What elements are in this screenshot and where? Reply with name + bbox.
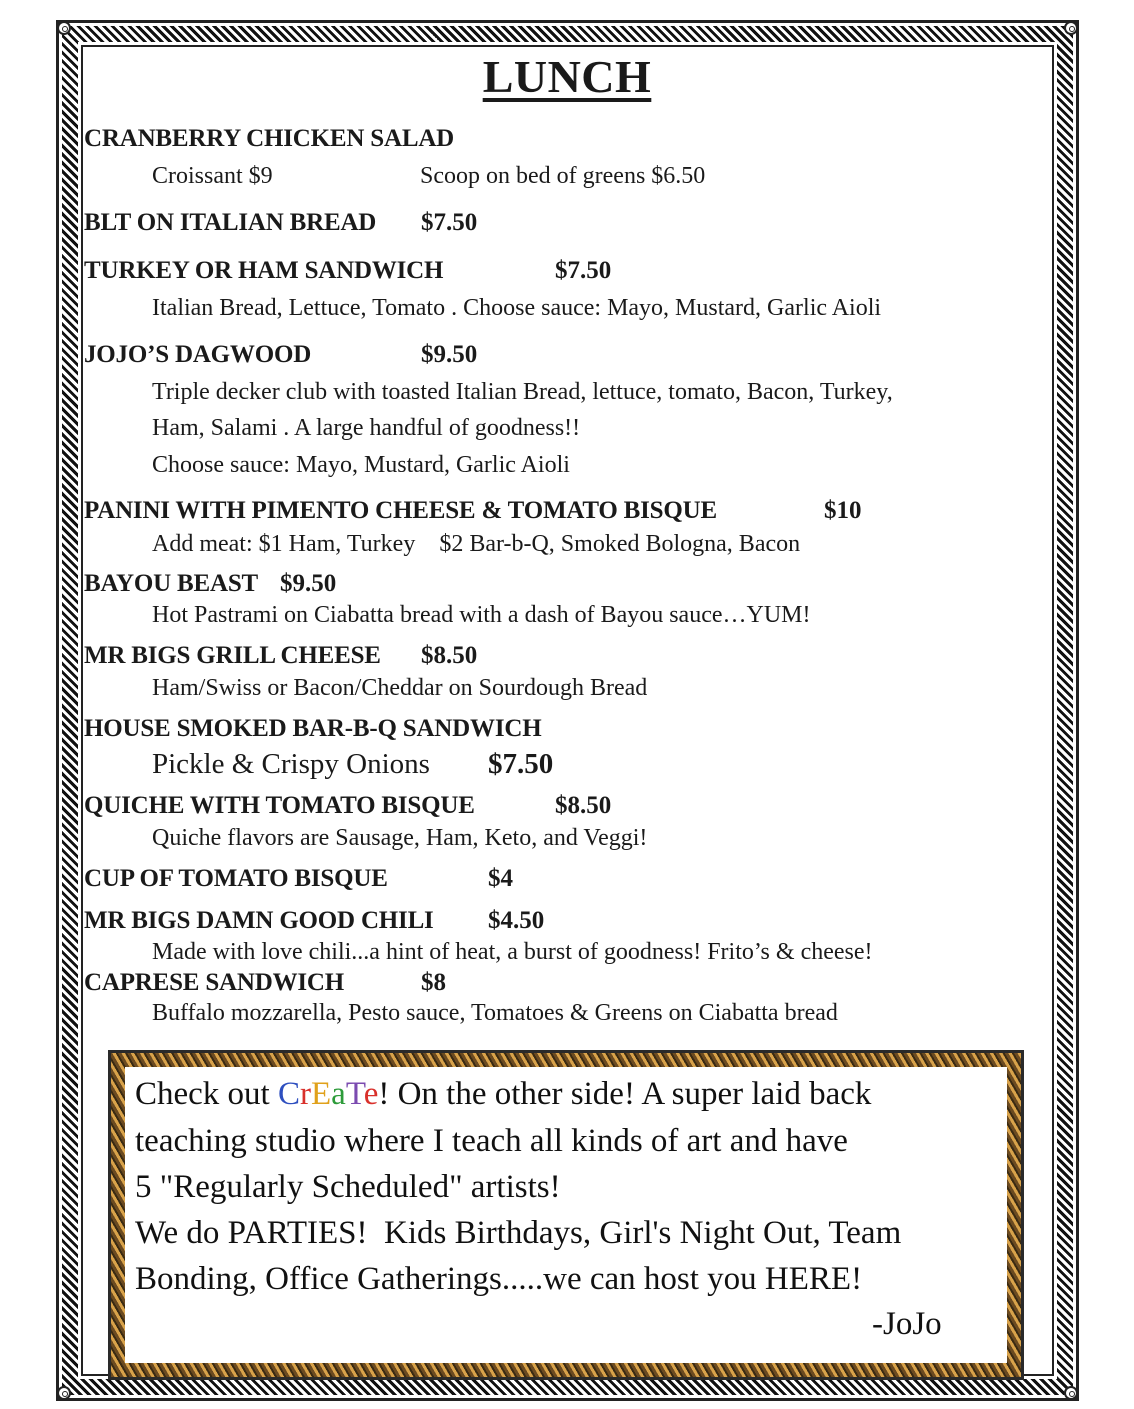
- item-name: HOUSE SMOKED BAR-B-Q SANDWICH: [84, 715, 542, 742]
- item-name: CAPRESE SANDWICH: [84, 969, 345, 996]
- item-price: $8.50: [421, 642, 478, 669]
- item-price: $4.50: [488, 907, 545, 934]
- item-name: PANINI WITH PIMENTO CHEESE & TOMATO BISQUE: [84, 497, 717, 524]
- item-desc: Buffalo mozzarella, Pesto sauce, Tomatoes & Greens on Ciabatta bread: [152, 1000, 838, 1026]
- brand-letter: T: [345, 1076, 364, 1112]
- promo-signoff: -JoJo: [872, 1306, 942, 1342]
- item-price: $10: [824, 497, 862, 524]
- item-desc: Hot Pastrami on Ciabatta bread with a dash of Bayou sauce…YUM!: [152, 602, 811, 628]
- item-price: $7.50: [555, 257, 612, 284]
- item-price: $9.50: [421, 341, 478, 368]
- promo-text: Check out: [135, 1076, 278, 1112]
- item-price: $7.50: [421, 209, 478, 236]
- promo-line-5: Bonding, Office Gatherings.....we can host you HERE!: [135, 1261, 863, 1297]
- item-name: MR BIGS GRILL CHEESE: [84, 642, 381, 669]
- item-name: CUP OF TOMATO BISQUE: [84, 865, 388, 892]
- item-price: $8: [421, 969, 446, 996]
- item-desc: Italian Bread, Lettuce, Tomato . Choose sauce: Mayo, Mustard, Garlic Aioli: [152, 295, 882, 321]
- item-desc: Scoop on bed of greens $6.50: [420, 163, 706, 189]
- corner-ornament-icon: [57, 1386, 71, 1400]
- item-name: CRANBERRY CHICKEN SALAD: [84, 125, 455, 152]
- brand-letter: e: [363, 1076, 379, 1112]
- corner-ornament-icon: [1064, 21, 1078, 35]
- promo-line-4: We do PARTIES! Kids Birthdays, Girl's Night Out, Team: [135, 1215, 902, 1251]
- item-desc: Ham/Swiss or Bacon/Cheddar on Sourdough Bread: [152, 675, 648, 701]
- corner-ornament-icon: [1064, 1386, 1078, 1400]
- item-desc: Ham, Salami . A large handful of goodness!!: [152, 415, 581, 441]
- item-price: $7.50: [488, 748, 554, 780]
- item-price: $8.50: [555, 792, 612, 819]
- item-desc: Add meat: $1 Ham, Turkey $2 Bar-b-Q, Smoked Bologna, Bacon: [152, 531, 801, 557]
- item-price: $4: [488, 865, 513, 892]
- item-price: $9.50: [280, 570, 337, 597]
- item-name: BLT ON ITALIAN BREAD: [84, 209, 377, 236]
- corner-ornament-icon: [57, 21, 71, 35]
- item-desc: Croissant $9: [152, 163, 273, 189]
- create-brand: [278, 1076, 378, 1112]
- item-name: BAYOU BEAST: [84, 570, 259, 597]
- item-name: JOJO’S DAGWOOD: [84, 341, 312, 368]
- promo-line-1: [135, 1076, 871, 1113]
- brand-letter: E: [311, 1076, 332, 1112]
- item-name: TURKEY OR HAM SANDWICH: [84, 257, 444, 284]
- promo-text: ! On the other side! A super laid back: [378, 1076, 872, 1112]
- promo-line-2: teaching studio where I teach all kinds of art and have: [135, 1123, 848, 1159]
- item-name: QUICHE WITH TOMATO BISQUE: [84, 792, 475, 819]
- brand-letter: C: [277, 1076, 300, 1112]
- item-desc: Pickle & Crispy Onions: [152, 748, 430, 780]
- menu-title: LUNCH: [482, 51, 652, 102]
- brand-letter: r: [300, 1076, 311, 1112]
- item-desc: Triple decker club with toasted Italian Bread, lettuce, tomato, Bacon, Turkey,: [152, 379, 893, 405]
- promo-line-3: 5 "Regularly Scheduled" artists!: [135, 1169, 561, 1205]
- item-desc: Choose sauce: Mayo, Mustard, Garlic Aioli: [152, 452, 570, 478]
- item-name: MR BIGS DAMN GOOD CHILI: [84, 907, 434, 934]
- brand-letter: a: [331, 1076, 346, 1112]
- item-desc: Quiche flavors are Sausage, Ham, Keto, and Veggi!: [152, 825, 648, 851]
- item-desc: Made with love chili...a hint of heat, a burst of goodness! Frito’s & cheese!: [152, 939, 873, 965]
